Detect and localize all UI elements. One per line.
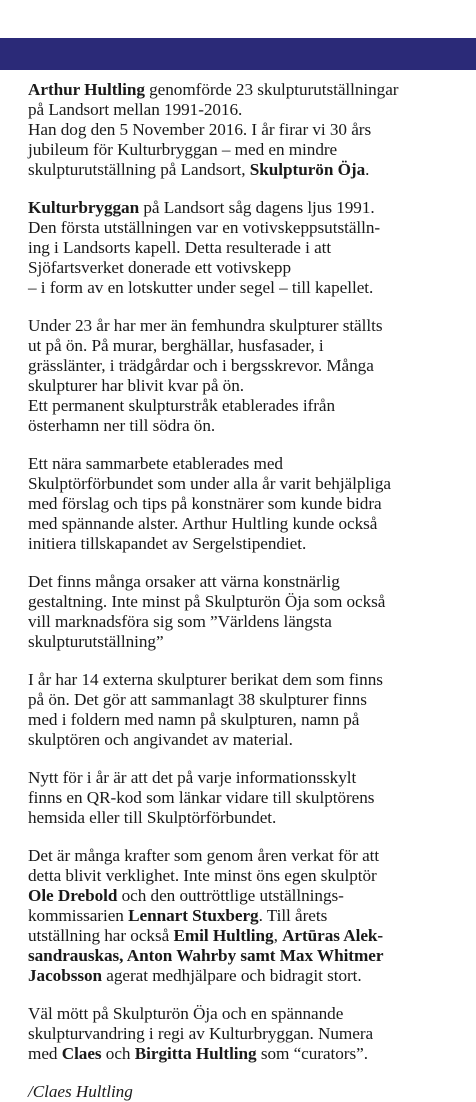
text-segment: Nytt för i år är att det på varje informationsskylt bbox=[28, 768, 357, 787]
paragraph bbox=[28, 1004, 468, 1064]
text-segment: I år har 14 externa skulpturer berikat dem som finns bbox=[28, 670, 383, 689]
text-segment: Han dog den 5 November 2016. I år firar vi 30 års bbox=[28, 120, 372, 139]
text-line bbox=[28, 572, 468, 592]
text-line bbox=[28, 278, 468, 298]
text-line bbox=[28, 906, 468, 926]
signature: /Claes Hultling bbox=[28, 1082, 133, 1101]
text-segment: Ett nära sammarbete etablerades med bbox=[28, 454, 283, 473]
text-segment: Väl mött på Skulpturön Öja och en spännande bbox=[28, 1004, 344, 1023]
text-line bbox=[28, 1044, 468, 1064]
text-line bbox=[28, 494, 468, 514]
text-segment: , bbox=[273, 926, 283, 945]
text-segment: hemsida eller till Skulptörförbundet. bbox=[28, 808, 277, 827]
bold-text: Kulturbryggan bbox=[28, 198, 140, 217]
bold-text: Ole Drebold bbox=[28, 886, 118, 905]
text-segment: österhamn ner till södra ön. bbox=[28, 416, 216, 435]
text-segment: genomförde 23 skulpturutställningar bbox=[144, 80, 399, 99]
text-line bbox=[28, 788, 468, 808]
text-line bbox=[28, 356, 468, 376]
bold-text: Emil Hultling bbox=[173, 926, 274, 945]
text-line bbox=[28, 514, 468, 534]
text-segment: . Till årets bbox=[258, 906, 328, 925]
text-segment: Det finns många orsaker att värna konstnärlig bbox=[28, 572, 340, 591]
text-line bbox=[28, 100, 468, 120]
text-segment: med i foldern med namn på skulpturen, namn på bbox=[28, 710, 360, 729]
text-segment: skulpturvandring i regi av Kulturbryggan. Numera bbox=[28, 1024, 374, 1043]
text-line bbox=[28, 866, 468, 886]
paragraph bbox=[28, 768, 468, 828]
text-line bbox=[28, 592, 468, 612]
text-line bbox=[28, 670, 468, 690]
text-line bbox=[28, 690, 468, 710]
text-line bbox=[28, 454, 468, 474]
text-segment: med förslag och tips på konstnärer som kunde bidra bbox=[28, 494, 382, 513]
text-segment: – i form av en lotskutter under segel – till kapellet. bbox=[28, 278, 374, 297]
text-segment: agerat medhjälpare och bidragit stort. bbox=[102, 966, 362, 985]
bold-text: Birgitta Hultling bbox=[134, 1044, 257, 1063]
text-line bbox=[28, 1004, 468, 1024]
text-segment: och bbox=[101, 1044, 135, 1063]
paragraph bbox=[28, 316, 468, 436]
text-segment: grässlänter, i trädgårdar och i bergsskrevor. Många bbox=[28, 356, 374, 375]
text-line bbox=[28, 768, 468, 788]
text-segment: kommissarien bbox=[28, 906, 129, 925]
bold-text: Artūras Alek- bbox=[282, 926, 384, 945]
text-segment: skulpturutställning” bbox=[28, 632, 164, 651]
text-segment: skulpturutställning på Landsort, bbox=[28, 160, 250, 179]
text-segment: Ett permanent skulpturstråk etablerades ifrån bbox=[28, 396, 336, 415]
paragraph bbox=[28, 846, 468, 986]
text-line bbox=[28, 238, 468, 258]
paragraph bbox=[28, 454, 468, 554]
text-segment: Den första utställningen var en votivskeppsutställn- bbox=[28, 218, 381, 237]
text-segment: med bbox=[28, 1044, 62, 1063]
text-line bbox=[28, 376, 468, 396]
text-segment: gestaltning. Inte minst på Skulpturön Öja som också bbox=[28, 592, 386, 611]
paragraphs-container bbox=[28, 80, 468, 1064]
text-line bbox=[28, 730, 468, 750]
text-line bbox=[28, 120, 468, 140]
text-segment: vill marknadsföra sig som ”Världens längsta bbox=[28, 612, 332, 631]
text-segment: som “curators”. bbox=[256, 1044, 368, 1063]
text-segment: . bbox=[365, 160, 370, 179]
text-line bbox=[28, 316, 468, 336]
text-segment: initiera tillskapandet av Sergelstipendiet. bbox=[28, 534, 307, 553]
text-segment: utställning har också bbox=[28, 926, 174, 945]
bold-text: Skulpturön Öja bbox=[249, 160, 366, 179]
text-line bbox=[28, 710, 468, 730]
text-segment: detta blivit verklighet. Inte minst öns egen skulptör bbox=[28, 866, 377, 885]
text-segment: finns en QR-kod som länkar vidare till skulptörens bbox=[28, 788, 375, 807]
paragraph bbox=[28, 80, 468, 180]
bold-text: Claes bbox=[61, 1044, 102, 1063]
text-segment: Skulptörförbundet som under alla år varit behjälpliga bbox=[28, 474, 391, 493]
text-segment: ut på ön. På murar, berghällar, husfasader, i bbox=[28, 336, 324, 355]
text-line bbox=[28, 926, 468, 946]
text-segment: skulptören och angivandet av material. bbox=[28, 730, 293, 749]
bold-text: Arthur Hultling bbox=[28, 80, 145, 99]
paragraph bbox=[28, 198, 468, 298]
text-line bbox=[28, 160, 468, 180]
text-line bbox=[28, 846, 468, 866]
header-band bbox=[0, 38, 476, 70]
text-line bbox=[28, 1024, 468, 1044]
text-line bbox=[28, 966, 468, 986]
text-line bbox=[28, 632, 468, 652]
text-line bbox=[28, 198, 468, 218]
text-segment: Sjöfartsverket donerade ett votivskepp bbox=[28, 258, 291, 277]
text-line bbox=[28, 808, 468, 828]
text-line bbox=[28, 416, 468, 436]
text-line bbox=[28, 886, 468, 906]
text-line bbox=[28, 258, 468, 278]
text-segment: och den outtröttlige utställnings- bbox=[117, 886, 344, 905]
paragraph bbox=[28, 670, 468, 750]
text-line bbox=[28, 396, 468, 416]
text-segment: jubileum för Kulturbryggan – med en mindre bbox=[28, 140, 338, 159]
bold-text: Jacobsson bbox=[28, 966, 103, 985]
text-line bbox=[28, 140, 468, 160]
bold-text: Lennart Stuxberg bbox=[128, 906, 259, 925]
text-segment: på Landsort mellan 1991-2016. bbox=[28, 100, 243, 119]
text-segment: på Landsort såg dagens ljus 1991. bbox=[139, 198, 375, 217]
text-segment: ing i Landsorts kapell. Detta resulterade i att bbox=[28, 238, 332, 257]
bold-text: sandrauskas, Anton Wahrby samt Max Whitmer bbox=[28, 946, 384, 965]
text-segment: Det är många krafter som genom åren verkat för att bbox=[28, 846, 380, 865]
text-segment: på ön. Det gör att sammanlagt 38 skulpturer finns bbox=[28, 690, 367, 709]
text-line bbox=[28, 218, 468, 238]
text-line bbox=[28, 336, 468, 356]
text-segment: Under 23 år har mer än femhundra skulpturer ställts bbox=[28, 316, 383, 335]
text-line bbox=[28, 80, 468, 100]
article-body bbox=[28, 80, 468, 1102]
text-line bbox=[28, 534, 468, 554]
paragraph bbox=[28, 572, 468, 652]
text-segment: med spännande alster. Arthur Hultling kunde också bbox=[28, 514, 378, 533]
text-line bbox=[28, 946, 468, 966]
text-line bbox=[28, 612, 468, 632]
text-segment: skulpturer har blivit kvar på ön. bbox=[28, 376, 245, 395]
text-line bbox=[28, 474, 468, 494]
